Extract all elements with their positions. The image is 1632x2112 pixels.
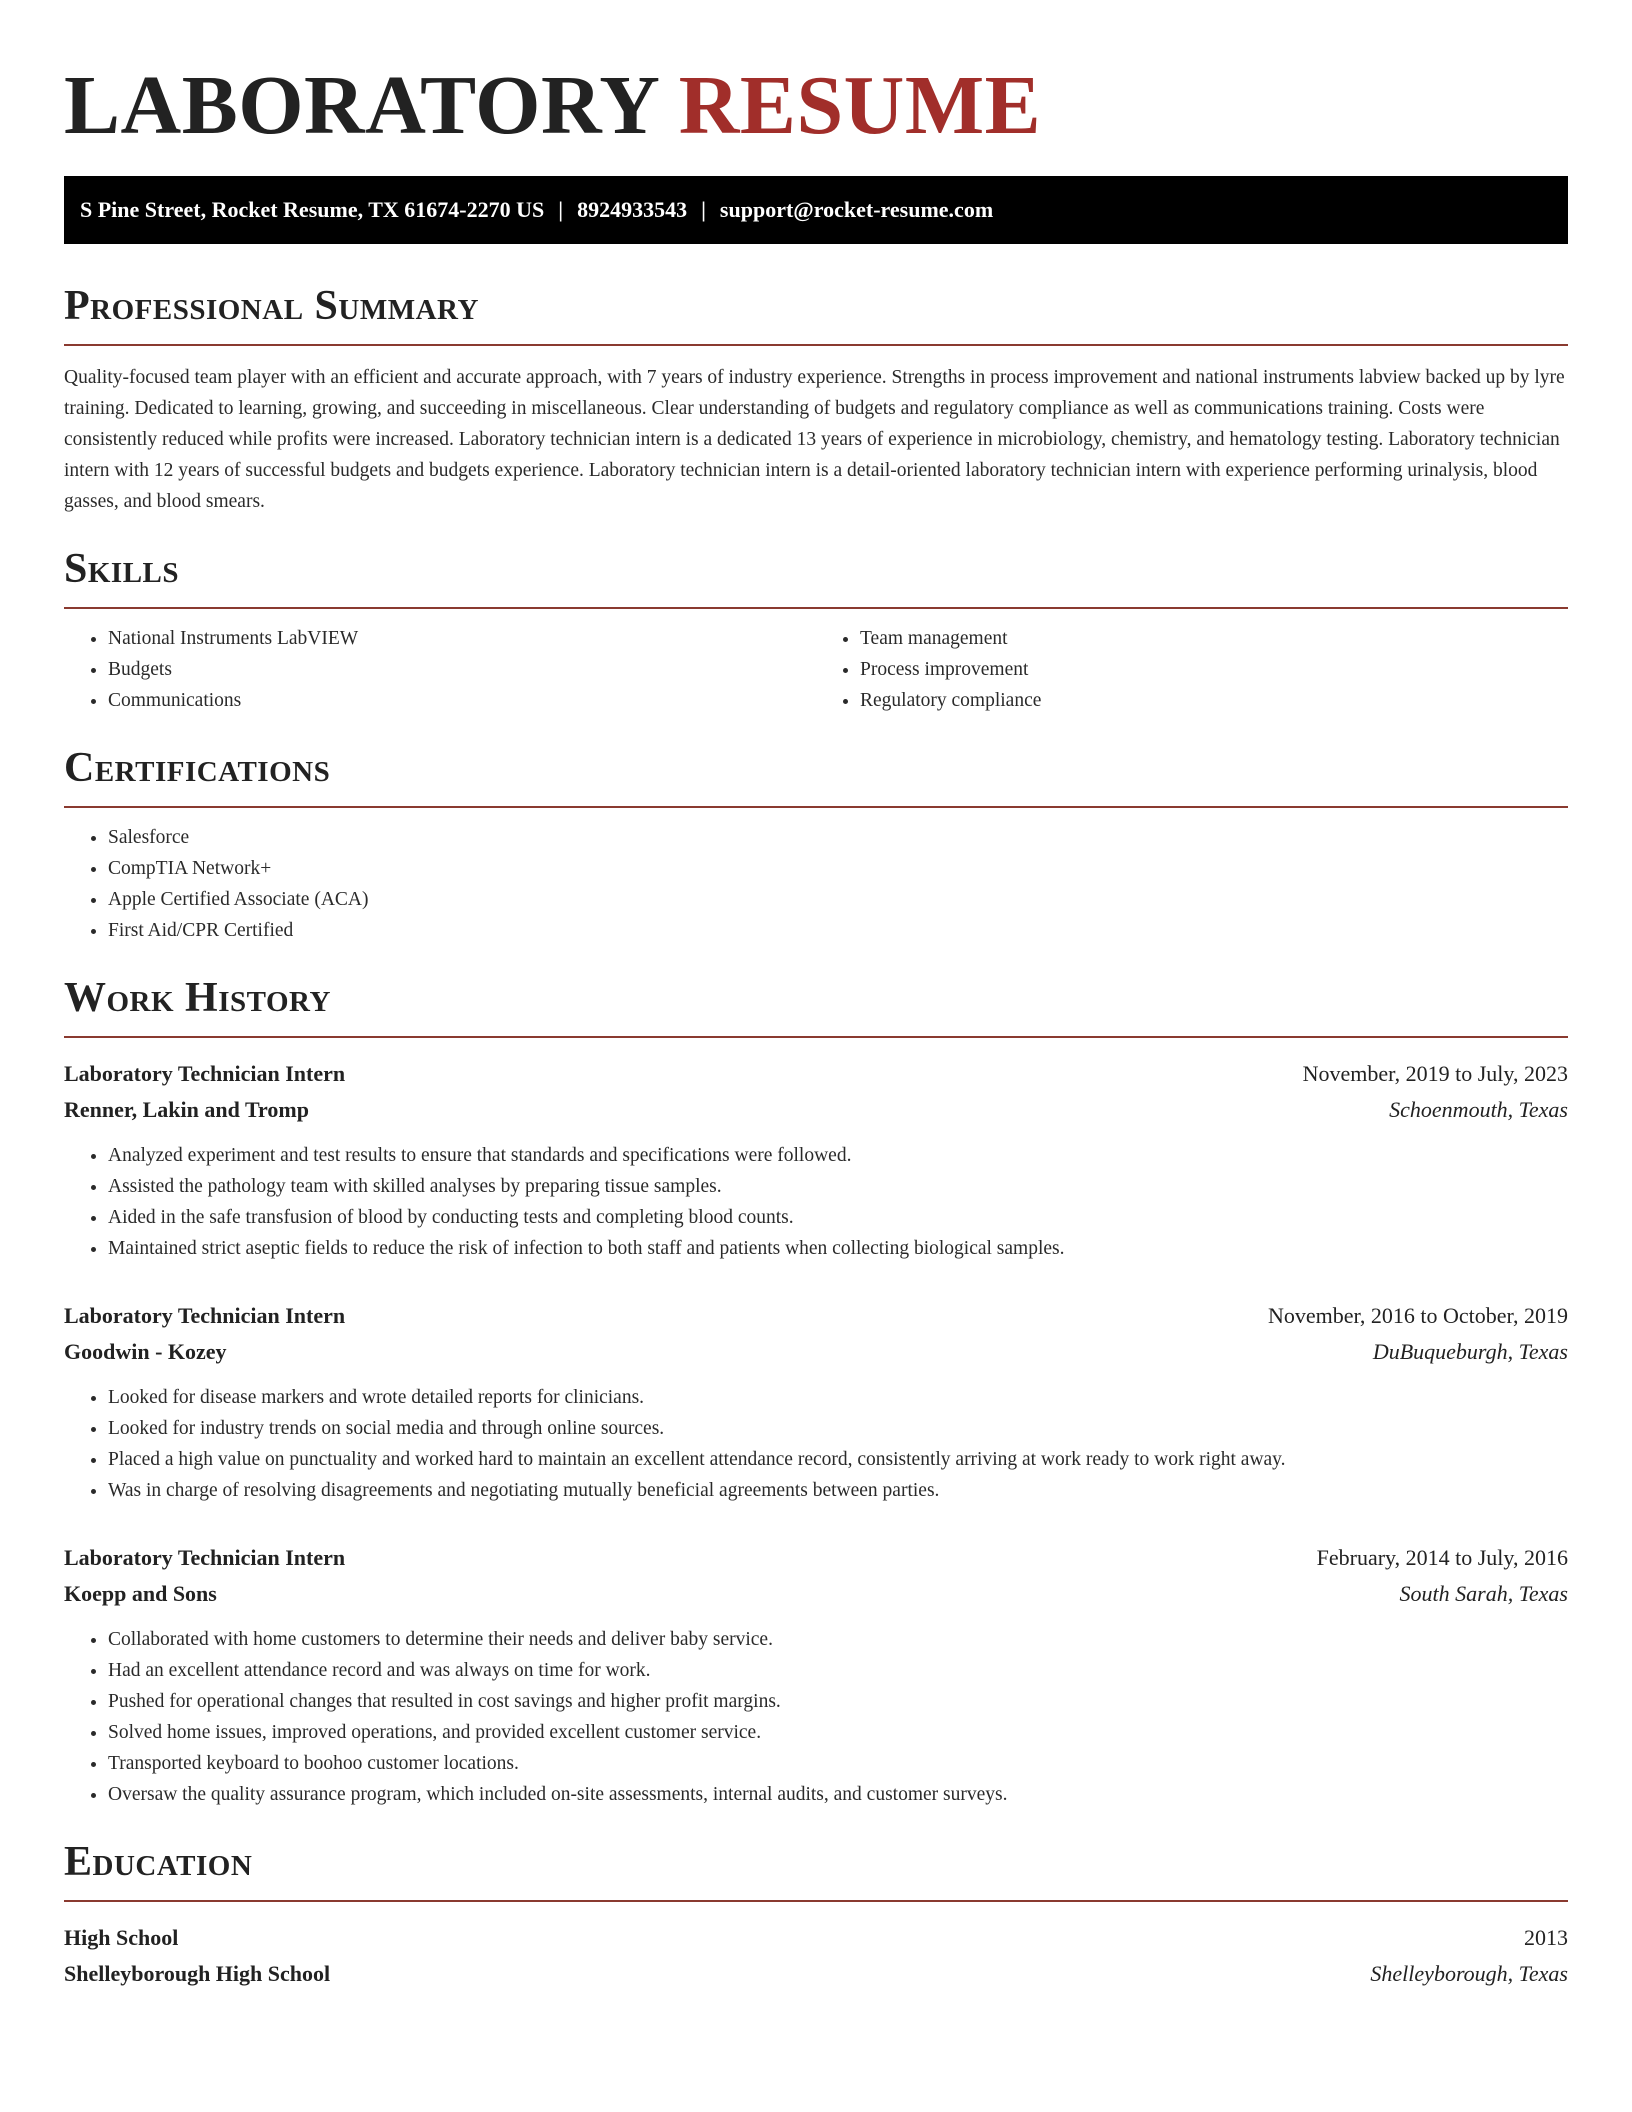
job-title: Laboratory Technician Intern [64, 1303, 346, 1328]
job-duty: • Assisted the pathology team with skilled analyses by preparing tissue samples. [108, 1171, 1568, 1202]
section-heading-work-history: Work History [64, 972, 1568, 1038]
job-entry [64, 1298, 1568, 1506]
education-year: 2013 [1524, 1925, 1568, 1950]
job-location: South Sarah, Texas [1399, 1581, 1568, 1606]
job-entry [64, 1540, 1568, 1810]
section-heading-education: Education [64, 1836, 1568, 1902]
contact-phone: 8924933543 [577, 197, 688, 222]
contact-address: S Pine Street, Rocket Resume, TX 61674-2270 US [80, 197, 545, 222]
title-first-word: LABORATORY [64, 59, 658, 152]
job-duty: • Analyzed experiment and test results to ensure that standards and specifications were followed. [108, 1140, 1568, 1171]
summary-text: Quality-focused team player with an efficient and accurate approach, with 7 years of industry experience. Strengths in process improvement and national instruments labview backed up by lyre training. Dedicated to learning, growing, and succeeding in miscellaneous. Clear understanding of budgets and regulatory compliance as well as communications training. Costs were consistently reduced while profits were increased. Laboratory technician intern is a dedicated 13 years of experience in microbiology, chemistry, and hematology testing. Laboratory technician intern with 12 years of successful budgets and budgets experience. Laboratory technician intern is a detail-oriented laboratory technician intern with experience performing urinalysis, blood gasses, and blood smears. [64, 367, 1565, 512]
job-dates: November, 2016 to October, 2019 [1267, 1303, 1568, 1328]
skill-item: • Budgets [108, 654, 816, 685]
certification-item: • CompTIA Network+ [108, 853, 1568, 884]
job-location: DuBuqueburgh, Texas [1372, 1339, 1568, 1364]
job-duty: • Maintained strict aseptic fields to reduce the risk of infection to both staff and patients when collecting biological samples. [108, 1233, 1568, 1264]
job-company-row [64, 1334, 1568, 1370]
job-company-row [64, 1092, 1568, 1128]
job-header-row [64, 1298, 1568, 1334]
skill-item: • Communications [108, 685, 816, 716]
job-dates: February, 2014 to July, 2016 [1316, 1545, 1568, 1570]
job-entry [64, 1056, 1568, 1264]
skills-list-left [64, 623, 816, 716]
job-title: Laboratory Technician Intern [64, 1061, 346, 1086]
section-heading-skills: Skills [64, 543, 1568, 609]
education-header-row [64, 1920, 1568, 1956]
job-duties-list [64, 1382, 1568, 1506]
certifications-section [64, 742, 1568, 946]
job-company-row [64, 1576, 1568, 1612]
job-duty: • Pushed for operational changes that resulted in cost savings and higher profit margins. [108, 1686, 1568, 1717]
certification-item: • Salesforce [108, 822, 1568, 853]
job-dates: November, 2019 to July, 2023 [1302, 1061, 1568, 1086]
job-header-row [64, 1540, 1568, 1576]
skills-list-right [816, 623, 1568, 716]
job-duties-list [64, 1624, 1568, 1810]
job-duty: • Looked for industry trends on social media and through online sources. [108, 1413, 1568, 1444]
contact-email: support@rocket-resume.com [719, 197, 994, 222]
education-school-row [64, 1956, 1568, 1992]
skill-item: • National Instruments LabVIEW [108, 623, 816, 654]
certifications-list [64, 822, 1568, 946]
job-title: Laboratory Technician Intern [64, 1545, 346, 1570]
contact-separator: | [701, 197, 706, 222]
contact-separator: | [558, 197, 564, 222]
skill-item: • Process improvement [860, 654, 1568, 685]
job-duty: • Looked for disease markers and wrote detailed reports for clinicians. [108, 1382, 1568, 1413]
skill-item: • Team management [860, 623, 1568, 654]
job-duty: • Solved home issues, improved operations, and provided excellent customer service. [108, 1717, 1568, 1748]
certification-item: • First Aid/CPR Certified [108, 915, 1568, 946]
job-location: Schoenmouth, Texas [1389, 1097, 1568, 1122]
resume-title [64, 0, 1568, 176]
job-duty: • Placed a high value on punctuality and worked hard to maintain an excellent attendance record, consistently arriving at work ready to work right away. [108, 1444, 1568, 1475]
education-location: Shelleyborough, Texas [1370, 1961, 1568, 1986]
work-history-section [64, 972, 1568, 1810]
job-company: Koepp and Sons [64, 1581, 217, 1606]
section-heading-summary: Professional Summary [64, 280, 1568, 346]
job-company: Goodwin - Kozey [64, 1339, 227, 1364]
education-degree: High School [64, 1925, 179, 1950]
education-school: Shelleyborough High School [64, 1961, 331, 1986]
job-duty: • Aided in the safe transfusion of blood by conducting tests and completing blood counts. [108, 1202, 1568, 1233]
education-section [64, 1836, 1568, 1992]
education-entry [64, 1920, 1568, 1992]
section-heading-certifications: Certifications [64, 742, 1568, 808]
job-header-row [64, 1056, 1568, 1092]
job-duty: • Was in charge of resolving disagreements and negotiating mutually beneficial agreements between parties. [108, 1475, 1568, 1506]
title-second-word: RESUME [678, 59, 1042, 152]
job-duty: • Oversaw the quality assurance program, which included on-site assessments, internal audits, and customer surveys. [108, 1779, 1568, 1810]
summary-section [64, 280, 1568, 517]
job-duty: • Had an excellent attendance record and was always on time for work. [108, 1655, 1568, 1686]
skill-item: • Regulatory compliance [860, 685, 1568, 716]
job-duties-list [64, 1140, 1568, 1264]
contact-bar [64, 176, 1568, 244]
job-duty: • Collaborated with home customers to determine their needs and deliver baby service. [108, 1624, 1568, 1655]
job-duty: • Transported keyboard to boohoo customer locations. [108, 1748, 1568, 1779]
skills-section [64, 543, 1568, 716]
skills-grid [64, 609, 1568, 716]
certification-item: • Apple Certified Associate (ACA) [108, 884, 1568, 915]
job-company: Renner, Lakin and Tromp [64, 1097, 309, 1122]
